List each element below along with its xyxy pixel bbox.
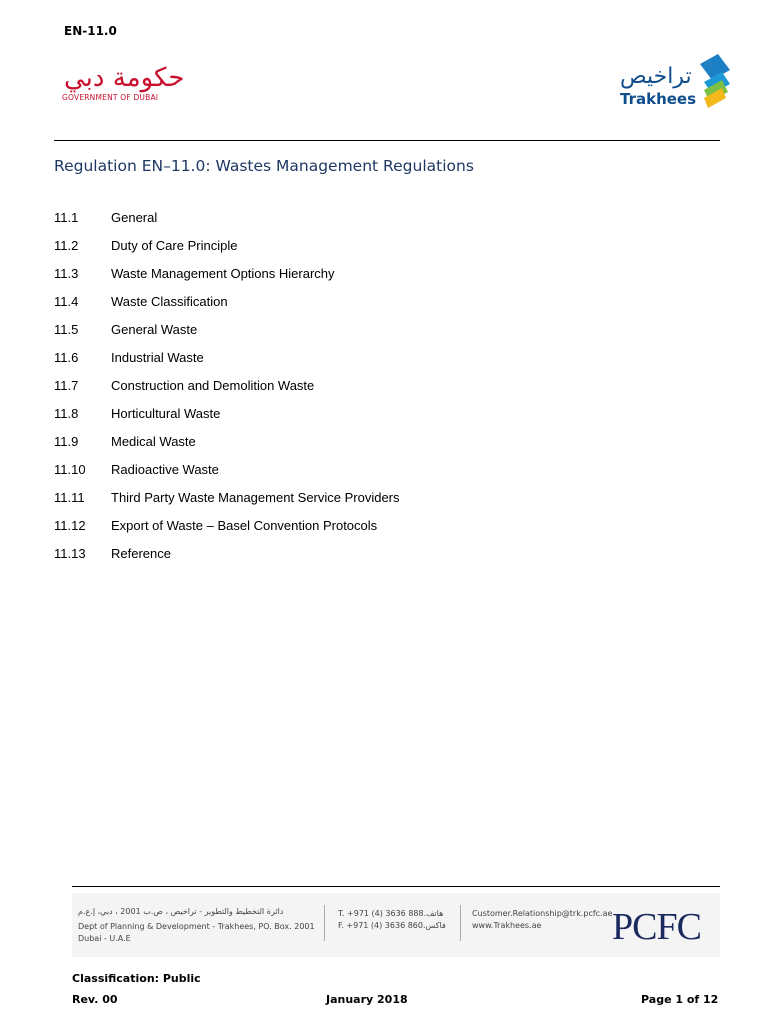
toc-item <box>54 462 400 490</box>
toc-number: 11.1 <box>54 210 79 225</box>
toc-label: General <box>111 210 158 225</box>
toc-item <box>54 518 400 546</box>
toc-label: Waste Management Options Hierarchy <box>111 266 335 281</box>
toc-number: 11.8 <box>54 406 79 421</box>
toc-number: 11.11 <box>54 490 85 505</box>
toc-item <box>54 322 400 350</box>
footer-email-link[interactable]: Customer.Relationship@trk.pcfc.ae <box>472 909 613 918</box>
toc-number: 11.5 <box>54 322 79 337</box>
toc-label: Construction and Demolition Waste <box>111 378 315 393</box>
toc-item <box>54 350 400 378</box>
government-of-dubai-caption: GOVERNMENT OF DUBAI <box>62 93 159 102</box>
footer-separator <box>460 905 461 941</box>
toc-number: 11.10 <box>54 462 86 477</box>
toc-item <box>54 210 400 238</box>
trakhees-english-name: Trakhees <box>620 90 697 108</box>
document-code: EN-11.0 <box>64 24 117 38</box>
toc-item <box>54 546 400 574</box>
toc-item <box>54 266 400 294</box>
toc-number: 11.2 <box>54 238 79 253</box>
toc-item <box>54 294 400 322</box>
toc-number: 11.6 <box>54 350 79 365</box>
classification-label: Classification: Public <box>72 972 201 985</box>
toc-label: Waste Classification <box>111 294 228 309</box>
toc-label: Radioactive Waste <box>111 462 219 477</box>
toc-number: 11.13 <box>54 546 86 561</box>
dubai-logo-calligraphy: حكومة دبي <box>64 63 185 93</box>
footer-phone: T. +971 (4) 3636 888.هاتف <box>338 909 444 918</box>
pcfc-logo: PCFC <box>612 906 701 948</box>
toc-label: Industrial Waste <box>111 350 204 365</box>
footer-address-line-1: Dept of Planning & Development - Trakhees, PO. Box. 2001 <box>78 922 315 931</box>
footer-fax: F. +971 (4) 3636 860.فاكس <box>338 921 446 930</box>
toc-label: Third Party Waste Management Service Providers <box>111 490 400 505</box>
toc-number: 11.12 <box>54 518 86 533</box>
toc-number: 11.3 <box>54 266 79 281</box>
toc-label: Duty of Care Principle <box>111 238 238 253</box>
trakhees-arabic-name: تراخيص <box>620 64 692 89</box>
footer-divider <box>72 886 720 887</box>
toc-label: Medical Waste <box>111 434 196 449</box>
header-divider <box>54 140 720 141</box>
page-number: Page 1 of 12 <box>641 993 719 1006</box>
toc-label: General Waste <box>111 322 198 337</box>
revision-label: Rev. 00 <box>72 993 118 1006</box>
footer-separator <box>324 905 325 941</box>
toc-label: Export of Waste – Basel Convention Protocols <box>111 518 378 533</box>
footer-website-link[interactable]: www.Trakhees.ae <box>472 921 542 930</box>
toc-number: 11.7 <box>54 378 79 393</box>
toc-number: 11.4 <box>54 294 79 309</box>
page-title: Regulation EN–11.0: Wastes Management Regulations <box>54 157 474 175</box>
toc-label: Horticultural Waste <box>111 406 221 421</box>
toc-label: Reference <box>111 546 171 561</box>
table-of-contents <box>54 210 400 574</box>
toc-item <box>54 406 400 434</box>
toc-number: 11.9 <box>54 434 79 449</box>
footer-address-line-2: Dubai - U.A.E <box>78 934 131 943</box>
footer-address-arabic: دائرة التخطيط والتطوير - تراخيص ، ص.ب 2001 ، دبي، إ.ع.م <box>78 907 284 916</box>
toc-item <box>54 490 400 518</box>
toc-item <box>54 434 400 462</box>
toc-item <box>54 238 400 266</box>
toc-item <box>54 378 400 406</box>
document-date: January 2018 <box>326 993 408 1006</box>
